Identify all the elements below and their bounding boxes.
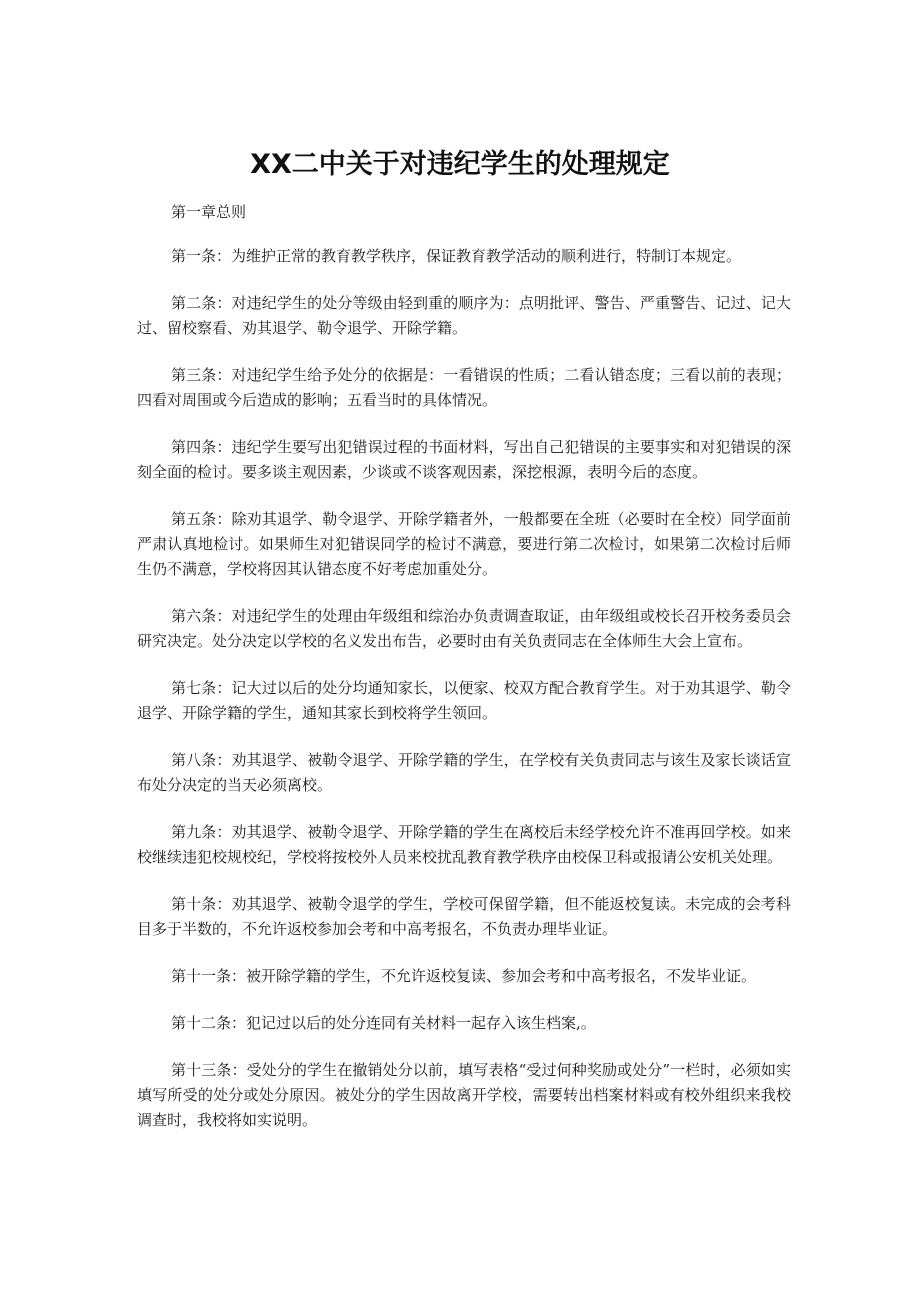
chapter-heading: 第一章总则	[171, 203, 247, 221]
article-2: 第二条：对违纪学生的处分等级由轻到重的顺序为：点明批评、警告、严重警告、记过、记大过、留校察看、劝其退学、勒令退学、开除学籍。	[137, 294, 791, 337]
document-body	[137, 200, 791, 1155]
article-4: 第四条：违纪学生要写出犯错误过程的书面材料，写出自己犯错误的主要事实和对犯错误的深刻全面的检讨。要多谈主观因素，少谈或不谈客观因素，深挖根源，表明今后的态度。	[137, 438, 791, 481]
article-12: 第十二条：犯记过以后的处分连同有关材料一起存入该生档案,。	[171, 1014, 596, 1032]
article-10: 第十条：劝其退学、被勒令退学的学生，学校可保留学籍，但不能返校复读。未完成的会考科目多于半数的，不允许返校参加会考和中高考报名，不负责办理毕业证。	[137, 895, 791, 938]
article-8: 第八条：劝其退学、被勒令退学、开除学籍的学生，在学校有关负责同志与该生及家长谈话宣布处分决定的当天必须离校。	[137, 751, 791, 794]
article-1: 第一条：为维护正常的教育教学秩序，保证教育教学活动的顺利进行，特制订本规定。	[171, 247, 742, 265]
article-13: 第十三条：受处分的学生在撤销处分以前，填写表格“受过何种奖励或处分”一栏时，必须如实填写所受的处分或处分原因。被处分的学生因故离开学校，需要转出档案材料或有校外组织来我校调查时，我校将如实说明。	[137, 1061, 791, 1129]
document-title: XX二中关于对违纪学生的处理规定	[250, 149, 670, 180]
article-7: 第七条：记大过以后的处分均通知家长，以便家、校双方配合教育学生。对于劝其退学、勒令退学、开除学籍的学生，通知其家长到校将学生领回。	[137, 679, 791, 722]
article-5: 第五条：除劝其退学、勒令退学、开除学籍者外，一般都要在全班（必要时在全校）同学面前严肃认真地检讨。如果师生对犯错误同学的检讨不满意，要进行第二次检讨，如果第二次检讨后师生仍不满意，学校将因其认错态度不好考虑加重处分。	[137, 510, 791, 578]
article-11: 第十一条：被开除学籍的学生，不允许返校复读、参加会考和中高考报名，不发毕业证。	[171, 967, 757, 985]
article-6: 第六条：对违纪学生的处理由年级组和综治办负责调查取证，由年级组或校长召开校务委员会研究决定。处分决定以学校的名义发出布告，必要时由有关负责同志在全体师生大会上宣布。	[137, 607, 791, 650]
article-3: 第三条：对违纪学生给予处分的依据是：一看错误的性质；二看认错态度；三看以前的表现；四看对周围或今后造成的影响；五看当时的具体情况。	[137, 366, 791, 409]
article-9: 第九条：劝其退学、被勒令退学、开除学籍的学生在离校后未经学校允许不准再回学校。如来校继续违犯校规校纪，学校将按校外人员来校扰乱教育教学秩序由校保卫科或报请公安机关处理。	[137, 823, 791, 866]
